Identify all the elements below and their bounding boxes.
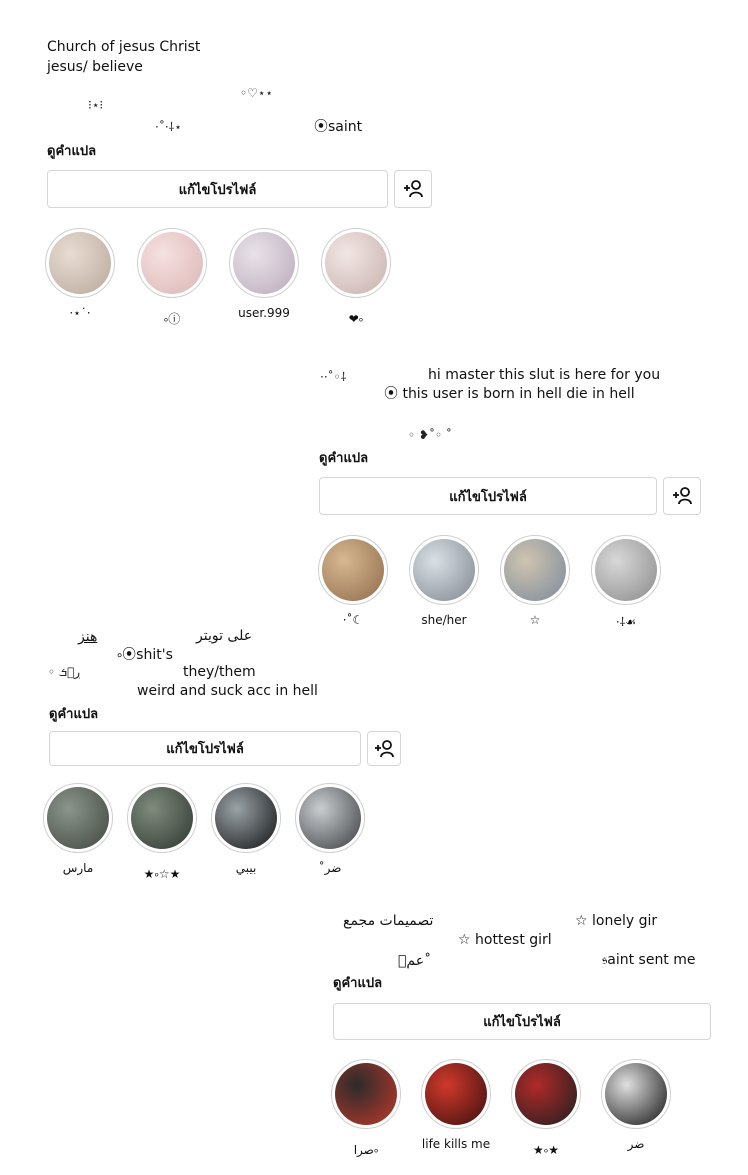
- highlight-cover: [515, 1063, 577, 1125]
- story-highlight[interactable]: [326, 1059, 406, 1171]
- highlight-caption: ضر: [627, 1137, 645, 1151]
- decoration-glyphs: ⋅˚⋅⸸⋆: [155, 120, 182, 134]
- edit-profile-button[interactable]: แก้ไขโปรไฟล์: [333, 1003, 711, 1040]
- highlight-cover: [131, 787, 193, 849]
- story-highlight[interactable]: [316, 228, 396, 340]
- add-person-icon: [402, 179, 424, 199]
- see-translation-link[interactable]: ดูคำแปล: [49, 707, 99, 722]
- highlight-caption: ★༚☆★: [143, 867, 181, 881]
- highlight-cover: [49, 232, 111, 294]
- highlight-caption: مارس: [62, 861, 94, 875]
- story-highlight[interactable]: [313, 535, 393, 627]
- edit-profile-button[interactable]: แก้ไขโปรไฟล์: [47, 170, 388, 208]
- highlight-caption: ⋅⸸☙: [615, 615, 637, 629]
- add-person-button[interactable]: [663, 477, 701, 515]
- highlight-caption: ⋅˚☾: [342, 613, 364, 627]
- see-translation-link[interactable]: ดูคำแปล: [319, 451, 369, 466]
- bio-arabic: تصميمات مجمع: [343, 913, 434, 929]
- highlight-caption: ༚ⓘ: [163, 312, 181, 326]
- decoration-glyphs: ◦♡⋆⋆: [240, 86, 273, 100]
- highlight-cover: [605, 1063, 667, 1125]
- highlight-cover: [335, 1063, 397, 1125]
- highlight-cover: [47, 787, 109, 849]
- story-highlight[interactable]: [38, 783, 118, 875]
- bio-line-1: they/them: [183, 664, 256, 680]
- story-highlight[interactable]: [40, 228, 120, 320]
- edit-profile-button[interactable]: แก้ไขโปรไฟล์: [49, 731, 361, 766]
- story-highlight[interactable]: [224, 228, 304, 320]
- decoration-glyphs: ⋅⋅˚◦⸸: [320, 370, 347, 384]
- highlight-cover: [504, 539, 566, 601]
- highlight-caption: ˚ضر: [318, 861, 342, 875]
- bio-arabic: على تويتر: [196, 628, 253, 644]
- highlight-caption: ★༚★: [533, 1143, 559, 1157]
- story-highlight[interactable]: [404, 535, 484, 627]
- bio-saint: ⦿saint: [314, 119, 363, 135]
- story-highlight[interactable]: [586, 535, 666, 630]
- highlight-cover: [141, 232, 203, 294]
- highlight-caption: بيبي: [235, 861, 257, 875]
- add-person-button[interactable]: [394, 170, 432, 208]
- bio-saint-sent: 𝔰aint sent me: [602, 952, 696, 968]
- story-highlight[interactable]: [416, 1059, 496, 1151]
- add-person-icon: [373, 739, 395, 759]
- bio-line-2: weird and suck acc in hell: [137, 683, 318, 699]
- highlight-caption: she/her: [421, 613, 467, 627]
- edit-profile-button[interactable]: แก้ไขโปรไฟล์: [319, 477, 657, 515]
- highlight-cover: [325, 232, 387, 294]
- story-highlight[interactable]: [206, 783, 286, 875]
- highlight-caption: صرا༚: [353, 1143, 379, 1157]
- bio-line-2: ⦿ this user is born in hell die in hell: [384, 386, 635, 402]
- story-highlight[interactable]: [596, 1059, 676, 1151]
- highlight-cover: [299, 787, 361, 849]
- add-person-button[interactable]: [367, 731, 401, 766]
- bio-line-1: Church of jesus Christ: [47, 39, 201, 55]
- bio-line-2: jesus/ believe: [47, 59, 143, 75]
- bio-shits: ༚⦿shit's: [117, 647, 173, 663]
- story-highlight[interactable]: [290, 783, 370, 875]
- story-highlight[interactable]: [506, 1059, 586, 1171]
- add-person-icon: [671, 486, 693, 506]
- highlight-caption: life kills me: [421, 1137, 491, 1151]
- highlight-cover: [425, 1063, 487, 1125]
- highlight-caption: ⋅⋆˙⋅: [69, 306, 91, 320]
- bio-lonely: ☆ lonely gir: [575, 913, 658, 929]
- highlight-cover: [595, 539, 657, 601]
- highlight-cover: [322, 539, 384, 601]
- highlight-caption: user.999: [238, 306, 290, 320]
- highlight-cover: [413, 539, 475, 601]
- decoration-glyphs: ◦ ڔ۬ܭ: [48, 665, 81, 679]
- highlight-cover: [233, 232, 295, 294]
- see-translation-link[interactable]: ดูคำแปล: [333, 976, 383, 991]
- story-highlight[interactable]: [122, 783, 202, 895]
- decoration-glyphs: هنز: [78, 629, 98, 645]
- see-translation-link[interactable]: ดูคำแปล: [47, 144, 97, 159]
- bio-arabic-2: عمۭ˚: [398, 953, 432, 969]
- highlight-cover: [215, 787, 277, 849]
- highlight-caption: ☆: [529, 613, 541, 627]
- story-highlight[interactable]: [495, 535, 575, 627]
- decoration-glyphs: ◦ ❥︎˚◦ ˚: [408, 428, 452, 442]
- story-highlight[interactable]: [132, 228, 212, 340]
- decoration-glyphs: ⁝⋆⁝: [88, 98, 104, 112]
- highlight-caption: ❤༚: [348, 312, 364, 326]
- bio-line-1: hi master this slut is here for you: [428, 367, 661, 383]
- bio-hottest: ☆ hottest girl: [458, 932, 552, 948]
